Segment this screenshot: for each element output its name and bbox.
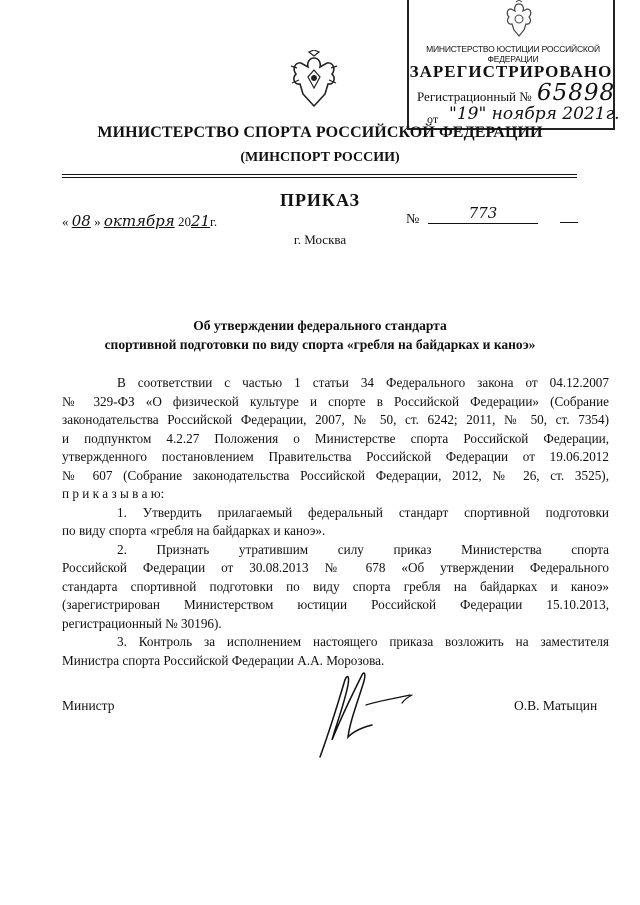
order-heading-line2: спортивной подготовки по виду спорта «гребля на байдарках и каноэ»: [104, 337, 536, 352]
item2-line: 2. Признать утратившим силу приказ Министерства спорта: [117, 541, 609, 557]
stamp-regnum-value: 65898: [537, 80, 616, 106]
ministry-short-name: (МИНСПОРТ РОССИИ): [240, 150, 400, 165]
order-number-label: №: [406, 212, 420, 227]
item2-line: Российской Федерации от 30.08.2013 № 678 «Об утверждении Федерального: [62, 560, 609, 575]
item2-line: (зарегистрирован Министерством юстиции Российской Федерации 15.10.2013,: [62, 597, 609, 612]
date-month: октября: [103, 212, 175, 230]
preamble-paragraph: [62, 374, 609, 670]
order-date: [62, 212, 217, 230]
ministry-title: МИНИСТЕРСТВО СПОРТА РОССИЙСКОЙ ФЕДЕРАЦИИ: [97, 124, 543, 141]
order-heading-line1: Об утверждении федерального стандарта: [193, 318, 447, 333]
stamp-ministry-name: МИНИСТЕРСТВО ЮСТИЦИИ РОССИЙСКОЙ ФЕДЕРАЦИИ: [426, 44, 600, 64]
item3-line: 3. Контроль за исполнением настоящего приказа возложить на заместителя: [117, 634, 609, 649]
decree-word: п р и к а з ы в а ю:: [62, 486, 165, 501]
item2-line: стандарта спортивной подготовки по виду спорта гребля на байдарках и каноэ»: [62, 578, 609, 594]
date-quote-open: «: [62, 214, 69, 229]
order-number-tail-line: [560, 222, 578, 223]
stamp-registered-label: ЗАРЕГИСТРИРОВАНО: [409, 62, 613, 81]
order-number-value: 773: [428, 203, 538, 224]
header-rule-top: [62, 174, 577, 175]
stamp-date-value: "19" ноября 2021г.: [449, 104, 620, 124]
date-year-prefix: 20: [177, 214, 191, 229]
item1-line: по виду спорта «гребля на байдарках и каноэ».: [62, 523, 326, 538]
registration-stamp: [407, 0, 620, 130]
date-year: 21: [190, 212, 211, 230]
signatory-name: О.В. Матыцин: [514, 698, 598, 713]
stamp-emblem-icon: [502, 0, 536, 40]
preamble-line: № 329-ФЗ «О физической культуре и спорте в Российской Федерации» (Собрание: [62, 393, 609, 409]
stamp-date-label: от: [427, 112, 439, 126]
handwritten-signature: [306, 665, 416, 760]
item1-line: 1. Утвердить прилагаемый федеральный стандарт спортивной подготовки: [117, 504, 609, 520]
order-title: ПРИКАЗ: [279, 190, 361, 210]
preamble-line: и подпунктом 4.2.27 Положения о Министерстве спорта Российской Федерации,: [62, 430, 609, 446]
order-city: г. Москва: [293, 232, 347, 247]
signatory-title: Министр: [62, 698, 115, 713]
preamble-line: законодательства Российской Федерации, 2007, № 50, ст. 6242; 2011, № 50, ст. 7354): [62, 412, 609, 427]
coat-of-arms-icon: [287, 50, 341, 110]
date-suffix: г.: [210, 214, 218, 229]
date-quote-close: »: [94, 214, 101, 229]
preamble-line: В соответствии с частью 1 статьи 34 Федерального закона от 04.12.2007: [117, 375, 609, 390]
date-day: 08: [71, 212, 91, 230]
item2-line: регистрационный № 30196).: [62, 615, 222, 631]
preamble-line: утвержденного постановлением Правительства Российской Федерации от 19.06.2012: [62, 449, 609, 464]
header-rule-bottom: [62, 177, 577, 178]
preamble-line: № 607 (Собрание законодательства Российской Федерации, 2012, № 26, ст. 3525),: [62, 467, 609, 483]
item3-line: Министра спорта Российской Федерации А.А. Морозова.: [62, 652, 385, 668]
stamp-regnum-label: Регистрационный №: [417, 89, 532, 104]
